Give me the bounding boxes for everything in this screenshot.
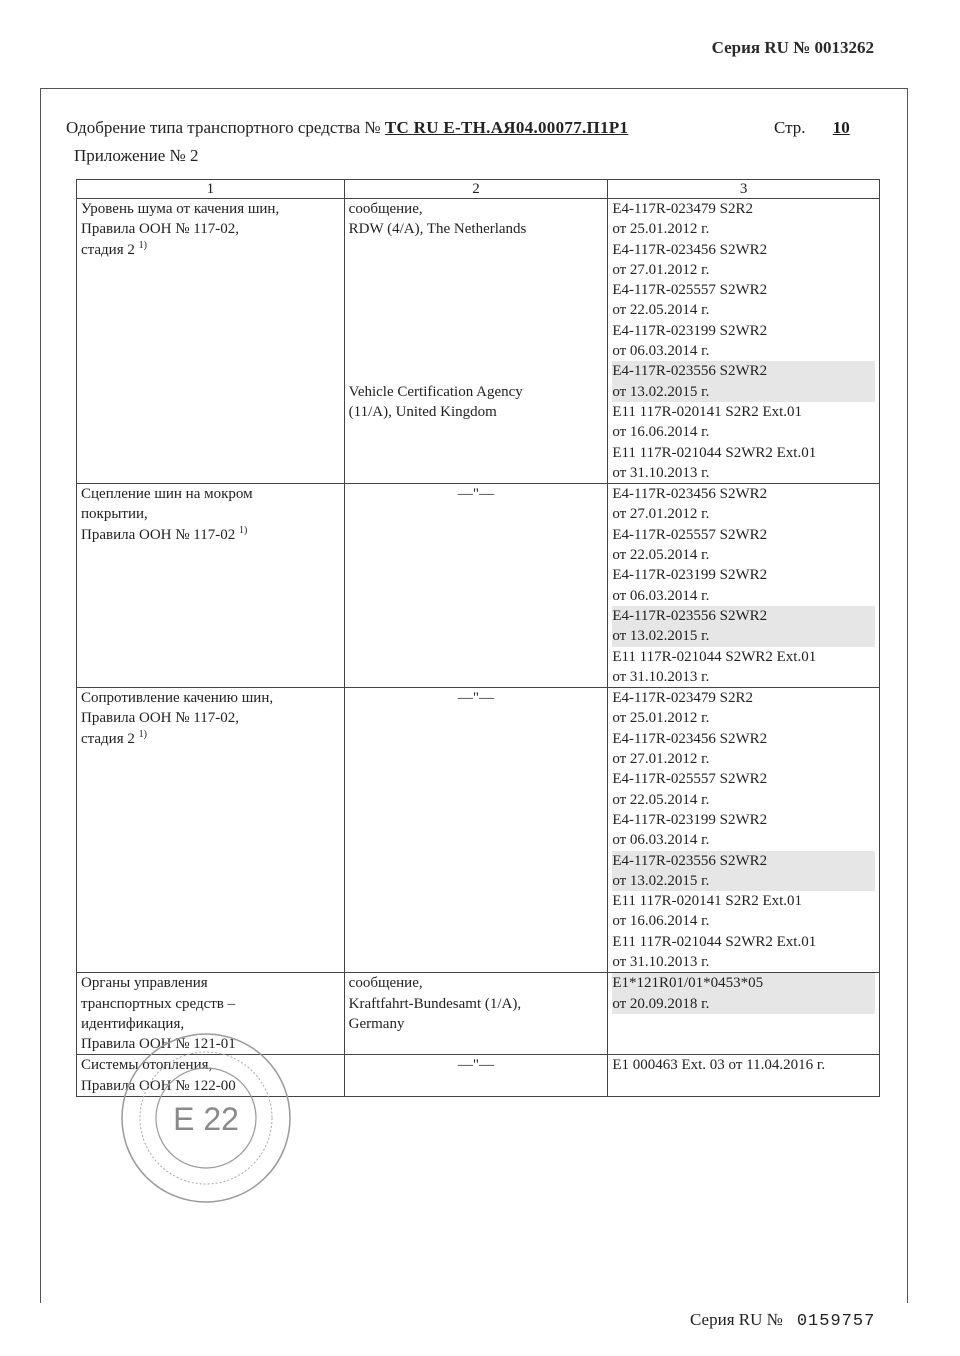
certificate-line: от 06.03.2014 г. <box>612 343 710 360</box>
certificate-line: E4-117R-023199 S2WR2 <box>612 811 768 828</box>
certificate-line: от 16.06.2014 г. <box>612 913 710 930</box>
authority-line: Vehicle Certification Agency <box>348 383 523 400</box>
certificate-line: от 06.03.2014 г. <box>612 832 710 849</box>
footnote-marker: 1) <box>239 524 248 536</box>
table-header-row <box>77 180 880 199</box>
authority-cell <box>344 688 608 973</box>
requirement-line: Правила ООН № 122-00 <box>81 1077 236 1094</box>
ditto-mark: —"— <box>457 1057 495 1074</box>
requirement-line: покрытии, <box>81 506 148 523</box>
certificate-line: E4-117R-023556 S2WR2 <box>612 606 875 626</box>
requirement-line: Сцепление шин на мокром <box>81 486 253 503</box>
certificate-line: E11 117R-020141 S2R2 Ext.01 <box>612 893 803 910</box>
authority-line: (11/A), United Kingdom <box>348 403 497 420</box>
certificate-line: E4-117R-023456 S2WR2 <box>612 486 768 503</box>
page-label: Стр. <box>774 118 806 137</box>
certificate-line: от 25.01.2012 г. <box>612 221 710 238</box>
requirement-line: идентификация, <box>81 1015 185 1032</box>
approval-number: ТС RU E-TH.АЯ04.00077.П1Р1 <box>384 118 629 137</box>
certificate-line: от 13.02.2015 г. <box>612 871 875 891</box>
certificate-cell <box>608 973 880 1055</box>
authority-line: сообщение, <box>348 201 423 217</box>
requirement-line <box>81 240 340 260</box>
requirement-line: Правила ООН № 117-02, <box>81 221 239 238</box>
requirement-line: Сопротивление качению шин, <box>81 690 274 707</box>
document-header <box>66 118 866 138</box>
certificate-line: E11 117R-021044 S2WR2 Ext.01 <box>612 933 817 950</box>
certificate-line: от 16.06.2014 г. <box>612 424 710 441</box>
requirement-line: транспортных средств – <box>81 995 236 1012</box>
certificate-line: E4-117R-025557 S2WR2 <box>612 282 768 299</box>
certificate-cell <box>608 1055 880 1097</box>
certificate-line: E11 117R-021044 S2WR2 Ext.01 <box>612 648 817 665</box>
authority-cell <box>344 484 608 688</box>
certificate-line: E11 117R-020141 S2R2 Ext.01 <box>612 403 803 420</box>
series-label: Серия RU № <box>690 1310 783 1329</box>
authority-cell <box>344 1055 608 1097</box>
certificate-line: от 31.10.2013 г. <box>612 668 710 685</box>
table-row <box>77 688 880 973</box>
seal-mark: E 22 <box>173 1101 239 1137</box>
certificate-line: от 25.01.2012 г. <box>612 710 710 727</box>
certificate-line: E4-117R-023456 S2WR2 <box>612 241 768 258</box>
authority-line: RDW (4/A), The Netherlands <box>348 221 527 238</box>
certificate-cell <box>608 484 880 688</box>
requirement-text: Правила ООН № 117-02 <box>81 526 236 543</box>
requirement-cell <box>77 199 345 484</box>
certificate-line: E11 117R-021044 S2WR2 Ext.01 <box>612 444 817 461</box>
requirement-line <box>81 525 340 545</box>
page-number: 10 <box>832 118 850 137</box>
requirement-line: Системы отопления, <box>81 1057 213 1074</box>
certificate-line: от 13.02.2015 г. <box>612 382 875 402</box>
requirement-line: Уровень шума от качения шин, <box>81 201 280 217</box>
certificate-line: E1*121R01/01*0453*05 <box>612 973 875 993</box>
certificate-cell <box>608 199 880 484</box>
certificate-line: от 31.10.2013 г. <box>612 953 710 970</box>
requirement-line: Органы управления <box>81 975 208 992</box>
certificate-line: от 22.05.2014 г. <box>612 302 710 319</box>
requirement-cell <box>77 688 345 973</box>
approvals-table <box>76 179 880 1097</box>
certificate-cell <box>608 688 880 973</box>
requirement-line: Правила ООН № 117-02, <box>81 710 239 727</box>
certificate-line: от 27.01.2012 г. <box>612 751 710 768</box>
column-header-1: 1 <box>77 180 345 199</box>
header-prefix: Одобрение типа транспортного средства № <box>66 118 381 137</box>
authority-line: Kraftfahrt-Bundesamt (1/A), <box>348 995 522 1012</box>
certificate-line: E4-117R-023556 S2WR2 <box>612 361 875 381</box>
requirement-text: стадия 2 <box>81 730 135 747</box>
table-row <box>77 484 880 688</box>
authority-cell <box>344 973 608 1055</box>
certificate-line: от 27.01.2012 г. <box>612 506 710 523</box>
certificate-line: E4-117R-023199 S2WR2 <box>612 322 768 339</box>
page-indicator <box>774 118 850 138</box>
requirement-text: стадия 2 <box>81 241 135 258</box>
certificate-line: от 13.02.2015 г. <box>612 626 875 646</box>
column-header-2: 2 <box>344 180 608 199</box>
column-header-3: 3 <box>608 180 880 199</box>
certificate-line: от 20.09.2018 г. <box>612 994 875 1014</box>
certificate-line: E4-117R-023456 S2WR2 <box>612 730 768 747</box>
certificate-line: E4-117R-023479 S2R2 <box>612 690 754 707</box>
table-row <box>77 199 880 484</box>
certificate-line: от 22.05.2014 г. <box>612 547 710 564</box>
certificate-line: от 06.03.2014 г. <box>612 587 710 604</box>
ditto-mark: —"— <box>457 690 495 707</box>
footnote-marker: 1) <box>138 239 147 251</box>
certificate-line: E4-117R-025557 S2WR2 <box>612 526 768 543</box>
series-number: 0159757 <box>796 1312 876 1331</box>
certificate-line: E4-117R-023479 S2R2 <box>612 201 754 217</box>
certificate-line: от 31.10.2013 г. <box>612 464 710 481</box>
authority-line: Germany <box>348 1015 405 1032</box>
requirement-line <box>81 729 340 749</box>
certificate-line: E4-117R-023556 S2WR2 <box>612 851 875 871</box>
certificate-line: E1 000463 Ext. 03 от 11.04.2016 г. <box>612 1057 826 1074</box>
certificate-line: от 22.05.2014 г. <box>612 791 710 808</box>
official-seal-stamp <box>118 1030 294 1206</box>
requirement-line: Правила ООН № 121-01 <box>81 1036 236 1053</box>
certificate-line: E4-117R-025557 S2WR2 <box>612 771 768 788</box>
authority-line: сообщение, <box>348 975 423 992</box>
ditto-mark: —"— <box>457 486 495 503</box>
spacer <box>349 240 604 382</box>
footnote-marker: 1) <box>138 728 147 740</box>
series-number-top: Серия RU № 0013262 <box>711 38 874 57</box>
appendix-title: Приложение № 2 <box>74 146 199 165</box>
requirement-cell <box>77 484 345 688</box>
series-number-bottom <box>690 1310 875 1331</box>
certificate-line: от 27.01.2012 г. <box>612 261 710 278</box>
certificate-line: E4-117R-023199 S2WR2 <box>612 567 768 584</box>
authority-cell <box>344 199 608 484</box>
